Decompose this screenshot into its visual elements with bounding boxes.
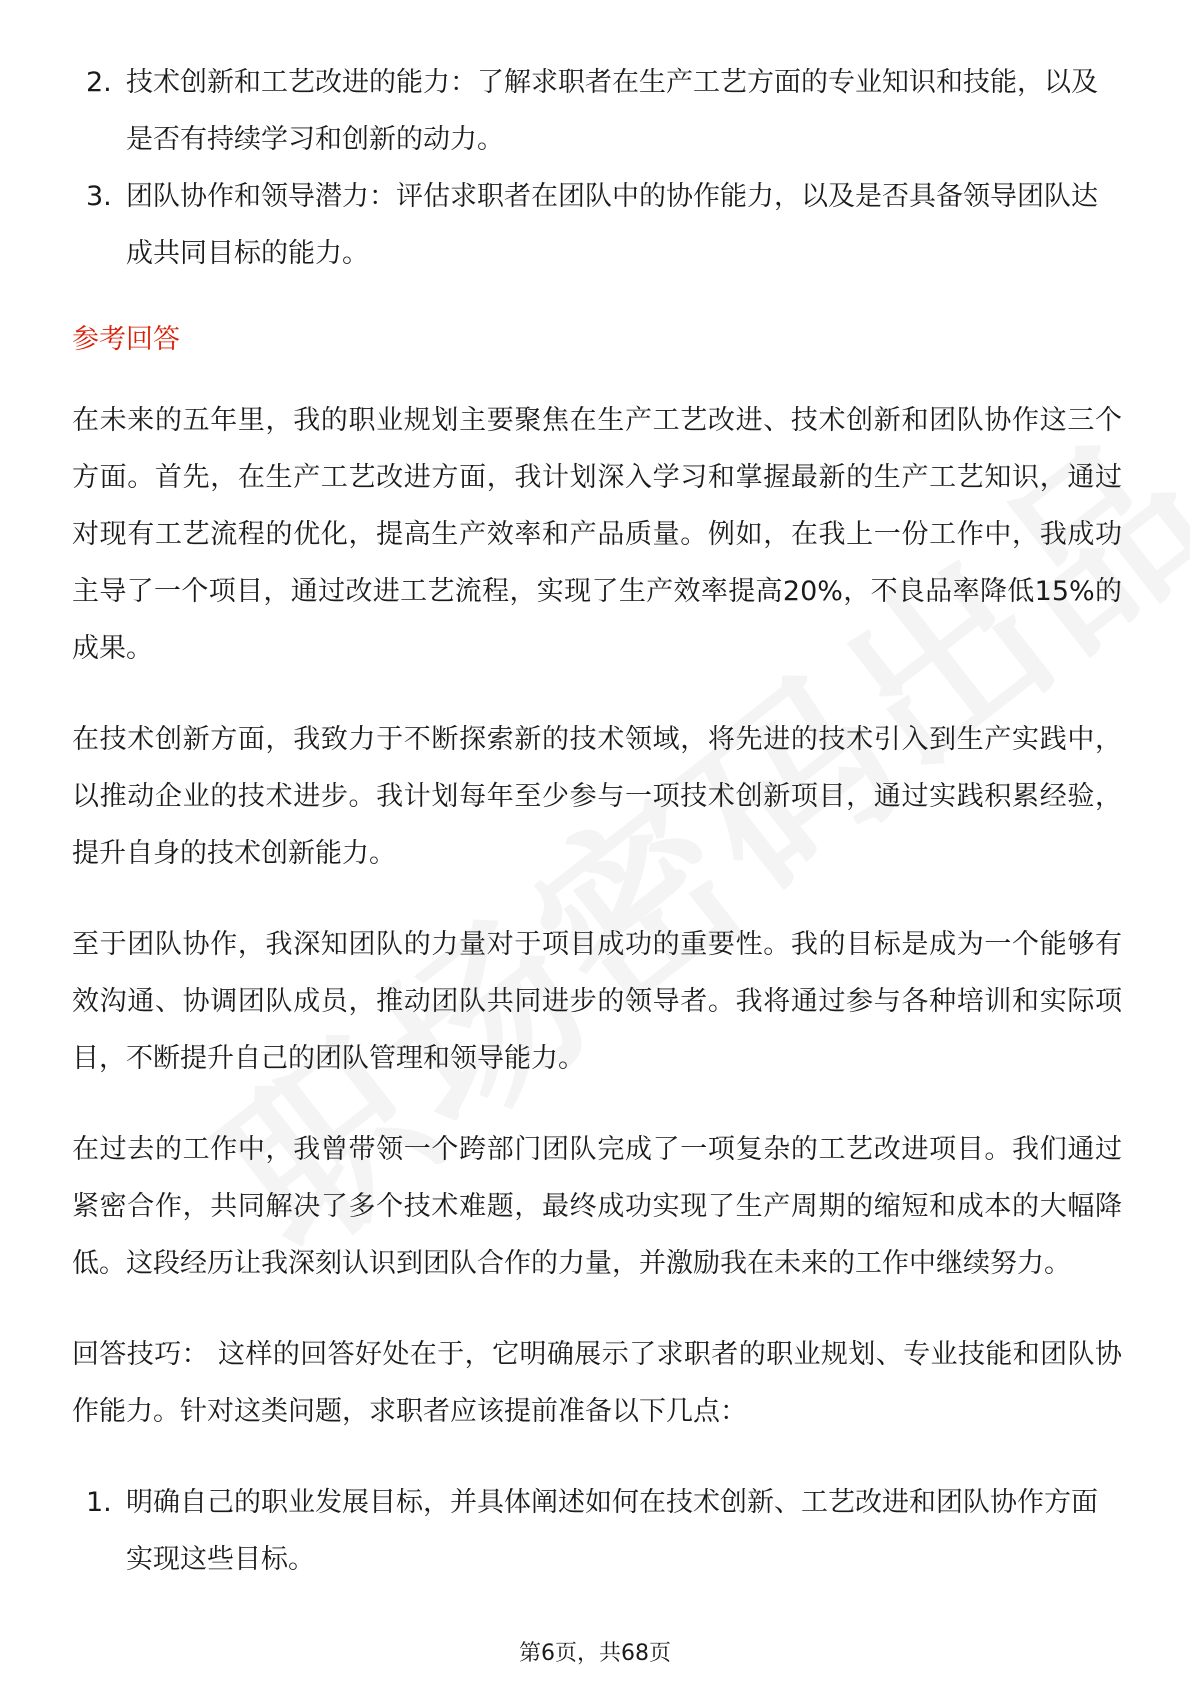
paragraph: 回答技巧： 这样的回答好处在于，它明确展示了求职者的职业规划、专业技能和团队协作能力。针对这类问题，求职者应该提前准备以下几点：	[72, 1339, 1122, 1427]
tips-list	[72, 1474, 1122, 1588]
page-content	[72, 54, 1122, 1588]
paragraph: 在未来的五年里，我的职业规划主要聚焦在生产工艺改进、技术创新和团队协作这三个方面。首先，在生产工艺改进方面，我计划深入学习和掌握最新的生产工艺知识，通过对现有工艺流程的优化，提高生产效率和产品质量。例如，在我上一份工作中，我成功主导了一个项目，通过改进工艺流程，实现了生产效率提高20%，不良品率降低15%的成果。	[72, 405, 1122, 664]
list-item-text: 明确自己的职业发展目标，并具体阐述如何在技术创新、工艺改进和团队协作方面实现这些目标。	[126, 1487, 1098, 1575]
list-item-text: 团队协作和领导潜力：评估求职者在团队中的协作能力，以及是否具备领导团队达成共同目标的能力。	[126, 181, 1098, 269]
section-title: 参考回答	[72, 324, 180, 355]
list-item-number: 3.	[86, 181, 112, 212]
list-item-number: 1.	[86, 1487, 112, 1518]
list-item	[72, 168, 1122, 282]
criteria-list	[72, 54, 1122, 282]
list-item-number: 2.	[86, 67, 112, 98]
paragraph: 在过去的工作中，我曾带领一个跨部门团队完成了一项复杂的工艺改进项目。我们通过紧密合作，共同解决了多个技术难题，最终成功实现了生产周期的缩短和成本的大幅降低。这段经历让我深刻认识到团队合作的力量，并激励我在未来的工作中继续努力。	[72, 1134, 1122, 1279]
list-item-text: 技术创新和工艺改进的能力：了解求职者在生产工艺方面的专业知识和技能，以及是否有持续学习和创新的动力。	[126, 67, 1098, 155]
paragraph: 至于团队协作，我深知团队的力量对于项目成功的重要性。我的目标是成为一个能够有效沟通、协调团队成员，推动团队共同进步的领导者。我将通过参与各种培训和实际项目，不断提升自己的团队管理和领导能力。	[72, 929, 1122, 1074]
page-footer: 第6页，共68页	[519, 1641, 671, 1666]
paragraph: 在技术创新方面，我致力于不断探索新的技术领域，将先进的技术引入到生产实践中，以推动企业的技术进步。我计划每年至少参与一项技术创新项目，通过实践积累经验，提升自身的技术创新能力。	[72, 724, 1122, 869]
list-item	[72, 54, 1122, 168]
list-item	[72, 1474, 1122, 1588]
